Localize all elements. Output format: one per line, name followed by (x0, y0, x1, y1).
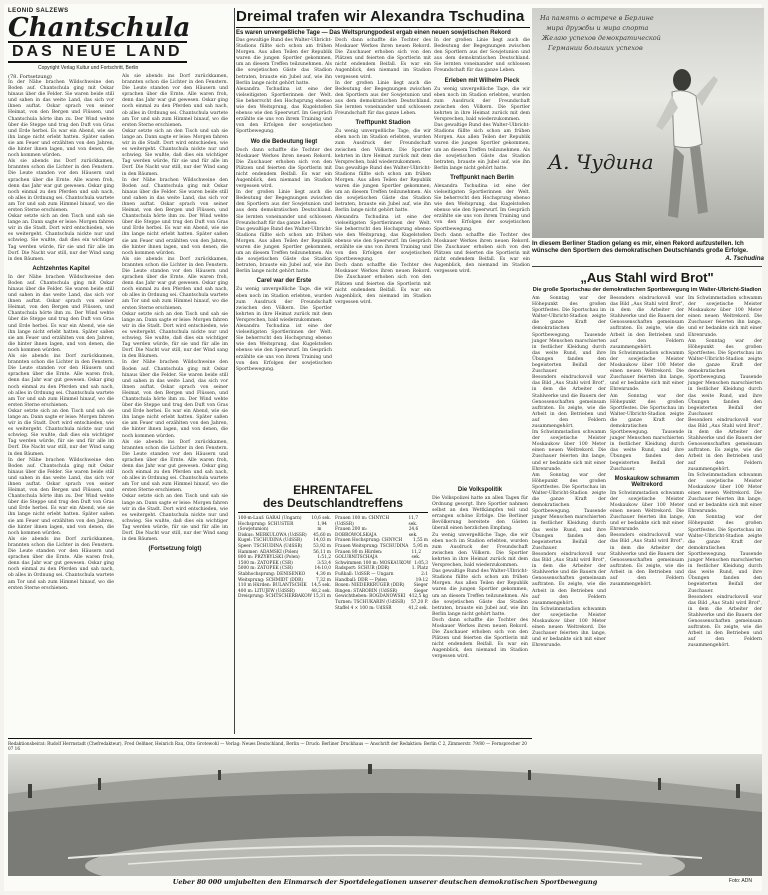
section-garten: Carel war der Erste (256, 278, 312, 285)
lower-text-b: Zu wenig unvergeßliche Tage, die wir eben noch im Stadion erlebten, wurden zum Ausdruck der Freundschaft zwischen den Völkern. Die Sportler kehrten in ihre Heimat zurück mit dem Versprechen, bald wiederzukommen. (432, 532, 528, 569)
novel-text-2d: Als sie abends ins Dorf zurückkamen, brannten schon die Lichter in den Fenstern. Die Leute standen vor den Häusern und sprachen über die Ernte. Alle waren froh, denn das Jahr war gut gewesen. Oskar ging noch einmal zu den Pferden und sah nach, ob alles in Ordnung sei. Chantschula wartete am Tor und sah zum Himmel hinauf, wo die ersten Sterne erschienen. (122, 256, 228, 311)
stadium-caption: Ueber 80 000 umjubelten den Einmarsch der Sportdelegationen unserer deutschen demokratischen Sportbewegung (172, 878, 598, 886)
handwriting-line-2: мира дружбы и мира спорта (546, 24, 649, 32)
section-moskaukow: Moskaukow schwamm Weltrekord (614, 475, 680, 488)
ehrentafel-result: 5,95 m (412, 543, 428, 549)
ehrentafel-event: 5000 m: ZATOPEK (CSR) (238, 566, 293, 572)
ehrentafel-event: Kugel: TSCHUDINA (UdSSR) (238, 538, 302, 544)
ehrentafel-event: Frauen Weitsprung: TSCHUDINA (335, 543, 409, 549)
serial-number: (78. Fortsetzung) (8, 74, 52, 80)
novel-text-1d: In der Nähe brachen Wildschweine den Boden auf. Chantschula ging mit Oskar hinaus über die Felder. Sie waren beide still und sahen in das weite Land, das sich vor ihnen auftat. Oskar sprach von seiner Heimat, von den Bergen und Flüssen, und Chantschula hörte ihm zu. Der Wind wehte über die Steppe und trug den Duft von Gras und Erde herbei. Es war ein Abend, wie sie ihn lange nicht erlebt hatten. Später saßen sie am Feuer und erzählten von den Jahren, die hinter ihnen lagen, und von denen, die noch kommen würden. (8, 274, 114, 353)
story-text-2d: Das gewaltige Rund des Walter-Ulbricht-Stadions füllte sich schon am frühen Morgen. Aus allen Teilen der Republik waren die jungen Sportler gekommen, um an diesem Treffen teilzunehmen. Als die sowjetischen Gäste das Stadion betraten, brauste ein Jubel auf, wie ihn Berlin lange nicht gehört hatte. (335, 165, 431, 214)
main-headline: Dreimal trafen wir Alexandra Tschudina (236, 8, 530, 28)
ehrentafel-result: 4,30 m (315, 571, 331, 577)
ehrentafel-event: Boxen: NIEDERKRÜGER (DDR) (335, 583, 405, 589)
photo-caption-signature: A. Tschudina (725, 254, 764, 262)
photo-caption (532, 240, 764, 262)
section-berlin: Treffpunkt nach Berlin (450, 174, 514, 181)
stahl-text-2c: Am Sonntag war der Höhepunkt des großen Sportfestes. Die Sportschau im Walter-Ulbricht-Stadion zeigte die ganze Kraft der demokratischen Sportbewegung. Tausende junger Menschen marschierten in festlicher Kleidung durch das weite Rund, und ihre Übungen fanden den begeisterten Beifall der Zuschauer. (610, 393, 684, 472)
story-column-3 (434, 38, 530, 275)
stahl-headline: „Aus Stahl wird Brot" (580, 270, 714, 285)
story-text-3e: Doch dann schaffte die Tochter des Moskauer Werkes ihren neuen Rekord. Die Zuschauer erhoben sich von den Plätzen und feierten die Sportlerin mit nicht endendem Beifall. Es war ein Augenblick, den niemand im Stadion vergessen wird. (434, 232, 530, 275)
ehrentafel-result: 1,55 m (412, 538, 428, 544)
novel-text-1f: Oskar setzte sich an den Tisch und sah sie lange an. Dann sagte er leise: Morgen fahren wir in die Stadt. Dort wird entschieden, wie es weitergeht. Chantschula nickte nur und schwieg. Sie wußte, daß dies ein wichtiger Tag werden würde, für sie und für alle im Dorf. Die Nacht war still, nur der Wind sang in den Bäumen. (8, 408, 114, 457)
section-rule (532, 266, 762, 267)
ehrentafel-result: 48,2 sek. (311, 588, 331, 594)
ehrentafel-event: Turnen: TSCHUKARIN (UdSSR) (335, 599, 406, 605)
section-interview: Erleben mit Wilhelm Pieck (444, 77, 520, 84)
serial-novel (8, 8, 232, 591)
story-text-1e: Das gewaltige Rund des Walter-Ulbricht-Stadions füllte sich schon am frühen Morgen. Aus allen Teilen der Republik waren die jungen Sportler gekommen, um an diesem Treffen teilzunehmen. Als die sowjetischen Gäste das Stadion betraten, brauste ein Jubel auf, wie ihn Berlin lange nicht gehört hatte. (236, 226, 332, 275)
stahl-text-1f: Im Schwimmstadion schwamm der sowjetische Meister Moskaukow über 100 Meter einen neuen Weltrekord. Die Zuschauer feierten ihn lange, und er bedankte sich mit einer Ehrenrunde. (532, 606, 606, 649)
stahl-text-3e: Am Sonntag war der Höhepunkt des großen Sportfestes. Die Sportschau im Walter-Ulbricht-Stadion zeigte die ganze Kraft der demokratischen Sportbewegung. Tausende junger Menschen marschierten in festlicher Kleidung durch das weite Rund, und ihre Übungen fanden den begeisterten Beifall der Zuschauer. (688, 515, 762, 594)
ehrentafel-row (238, 594, 331, 600)
ehrentafel-event: Weitsprung: SCHMIDT (DDR) (238, 577, 304, 583)
ehrentafel-result: 56,11 m (313, 549, 331, 555)
stadium-photo (8, 754, 762, 876)
novel-title-block: DAS NEUE LAND (8, 41, 187, 63)
stahl-text-3c: Besonders eindrucksvoll war das Bild „Aus Stahl wird Brot", in dem die Arbeiter der Stahlwerke und die Bauern der Genossenschaften gemeinsam auftraten. Es zeigte, wie die Arbeit in den Betrieben und auf den Feldern zusammengehört. (688, 417, 762, 472)
novel-text-2g: Als sie abends ins Dorf zurückkamen, brannten schon die Lichter in den Fenstern. Die Leute standen vor den Häusern und sprachen über die Ernte. Alle waren froh, denn das Jahr war gut gewesen. Oskar ging noch einmal zu den Pferden und sah nach, ob alles in Ordnung sei. Chantschula wartete am Tor und sah zum Himmel hinauf, wo die ersten Sterne erschienen. (122, 439, 228, 494)
ehrentafel-event: Ringen: STAROBIN (UdSSR) (335, 588, 398, 594)
ehrentafel-row (335, 606, 428, 612)
handwriting-line-1: На память о встрече в Берлине (540, 14, 654, 22)
ehrentafel-left-list (238, 516, 331, 611)
column-rule (234, 8, 235, 734)
ehrentafel-title-line1: EHRENTAFEL (293, 483, 373, 497)
ehrentafel-event: Schwimmen 100 m: MOSKAUKOW (335, 560, 412, 566)
ehrentafel-result: 24,6 sek. (408, 527, 419, 538)
ehrentafel-result: 53,92 m (313, 543, 331, 549)
ehrentafel-result: 19:12 (415, 577, 428, 583)
lower-text-d: Doch dann schaffte die Tochter des Moskauer Werkes ihren neuen Rekord. Die Zuschauer erhoben sich von den Plätzen und feierten die Sportlerin mit nicht endendem Beifall. Es war ein Augenblick, den niemand im Stadion vergessen wird. (432, 617, 528, 660)
story-text-1f: Zu wenig unvergeßliche Tage, die wir eben noch im Stadion erlebten, wurden zum Ausdruck der Freundschaft zwischen den Völkern. Die Sportler kehrten in ihre Heimat zurück mit dem Versprechen, bald wiederzukommen. (236, 287, 332, 323)
novel-column-2 (122, 74, 228, 555)
ehrentafel-box (238, 484, 428, 611)
ehrentafel-event: 110 m Hürden: BULANTSCHIK (238, 583, 307, 589)
photo-credit: Foto: ADN (728, 878, 752, 884)
ehrentafel-event: Radsport: SCHUR (DDR) (335, 566, 390, 572)
story-text-1c: Doch dann schaffte die Tochter des Moskauer Werkes ihren neuen Rekord. Die Zuschauer erhoben sich von den Plätzen und feierten die Sportlerin mit nicht endendem Beifall. Es war ein Augenblick, den niemand im Stadion vergessen wird. (236, 147, 332, 190)
ehrentafel-event: 400 m: LITUJEW (UdSSR) (238, 588, 295, 594)
story-text-1b: Alexandra Tschudina ist eine der vielseitigsten Sportlerinnen der Welt. Sie beherrscht den Hochsprung ebenso wie den Weitsprung, das Kugelstoßen ebenso wie den Speerwurf. Im Gespräch erzählte sie uns von ihrem Training und von den Erfolgen der sowjetischen Sportbewegung. (236, 86, 332, 135)
ehrentafel-row (238, 522, 331, 533)
lower-text-a: Die Volkspolizei hatte an allen Tagen für Ordnung gesorgt. Ihre Sportler nahmen selbst an den Wettkämpfen teil und errangen schöne Erfolge. Die Berliner Bevölkerung bereitete den Gästen überall einen herzlichen Empfang. (432, 496, 528, 532)
stahl-text-3f: Besonders eindrucksvoll war das Bild „Aus Stahl wird Brot", in dem die Arbeiter der Stahlwerke und die Bauern der Genossenschaften gemeinsam auftraten. Es zeigte, wie die Arbeit in den Betrieben und auf den Feldern zusammengehört. (688, 594, 762, 649)
ehrentafel-event: Fußball: UdSSR — Ungarn (335, 571, 394, 577)
ehrentafel-result: Sieger (413, 588, 428, 594)
novel-text-2a: Als sie abends ins Dorf zurückkamen, brannten schon die Lichter in den Fenstern. Die Leute standen vor den Häusern und sprachen über die Ernte. Alle waren froh, denn das Jahr war gut gewesen. Oskar ging noch einmal zu den Pferden und sah nach, ob alles in Ordnung sei. Chantschula wartete am Tor und sah zum Himmel hinauf, wo die ersten Sterne erschienen. (122, 74, 228, 128)
main-story (236, 8, 530, 372)
novel-text-1c: Oskar setzte sich an den Tisch und sah sie lange an. Dann sagte er leise: Morgen fahren wir in die Stadt. Dort wird entschieden, wie es weitergeht. Chantschula nickte nur und schwieg. Sie wußte, daß dies ein wichtiger Tag werden würde, für sie und für alle im Dorf. Die Nacht war still, nur der Wind sang in den Bäumen. (8, 214, 114, 262)
novel-text-1a: In der Nähe brachen Wildschweine den Boden auf. Chantschula ging mit Oskar hinaus über die Felder. Sie waren beide still und sahen in das weite Land, das sich vor ihnen auftat. Oskar sprach von seiner Heimat, von den Bergen und Flüssen, und Chantschula hörte ihm zu. Der Wind wehte über die Steppe und trug den Duft von Gras und Erde herbei. Es war ein Abend, wie sie ihn lange nicht erlebt hatten. Später saßen sie am Feuer und erzählten von den Jahren, die hinter ihnen lagen, und von denen, die noch kommen würden. (8, 80, 114, 159)
novel-text-2b: Oskar setzte sich an den Tisch und sah sie lange an. Dann sagte er leise: Morgen fahren wir in die Stadt. Dort wird entschieden, wie es weitergeht. Chantschula nickte nur und schwieg. Sie wußte, daß dies ein wichtiger Tag werden würde, für sie und für alle im Dorf. Die Nacht war still, nur der Wind sang in den Bäumen. (122, 128, 228, 177)
ehrentafel-result: 14:10,0 (314, 566, 331, 572)
section-volkspolitik: Die Volkspolitik (457, 487, 503, 493)
ehrentafel-title (238, 484, 428, 513)
ehrentafel-event: 100-m-Lauf: GARAI (Ungarn) (238, 516, 302, 521)
ehrentafel-event: 1500 m: ZATOPEK (CSR) (238, 560, 293, 566)
ehrentafel-event: Staffel 4 × 100 m: UdSSR (335, 605, 392, 611)
ehrentafel-result: 11,2 sek. (411, 549, 422, 561)
continuation-note: (Fortsetzung folgt) (148, 546, 202, 553)
ehrentafel-result: 45,60 m (313, 532, 331, 538)
ehrentafel-title-line2: des Deutschlandtreffens (262, 496, 404, 510)
ehrentafel-columns (238, 516, 428, 611)
novel-text-2h: Oskar setzte sich an den Tisch und sah sie lange an. Dann sagte er leise: Morgen fahren wir in die Stadt. Dort wird entschieden, wie es weitergeht. Chantschula nickte nur und schwieg. Sie wußte, daß dies ein wichtiger Tag werden würde, für sie und für alle im Dorf. Die Nacht war still, nur der Wind sang in den Bäumen. (122, 494, 228, 543)
story-text-2e: Alexandra Tschudina ist eine der vielseitigsten Sportlerinnen der Welt. Sie beherrscht den Hochsprung ebenso wie den Weitsprung, das Kugelstoßen ebenso wie den Speerwurf. Im Gespräch erzählte sie uns von ihrem Training und von den Erfolgen der sowjetischen Sportbewegung. (335, 214, 431, 263)
ehrentafel-result: 41,2 sek. (408, 605, 428, 611)
ehrentafel-result: 10,6 sek. (311, 516, 331, 521)
ehrentafel-event: Hochsprung: SCHUSTER (Sowjetunion) (238, 521, 294, 533)
ehrentafel-row (335, 516, 428, 527)
ehrentafel-result: 1. Platz (411, 566, 428, 572)
stahl-text-2b: Im Schwimmstadion schwamm der sowjetische Meister Moskaukow über 100 Meter einen neuen Weltrekord. Die Zuschauer feierten ihn lange, und er bedankte sich mit einer Ehrenrunde. (610, 350, 684, 393)
ehrentafel-event: Diskus: MERKULOWA (UdSSR) (238, 532, 307, 538)
tschudina-photo-block (532, 8, 764, 262)
ehrentafel-row (335, 527, 428, 538)
stahl-text-3d: Im Schwimmstadion schwamm der sowjetische Meister Moskaukow über 100 Meter einen neuen Weltrekord. Die Zuschauer feierten ihn lange, und er bedankte sich mit einer Ehrenrunde. (688, 472, 762, 515)
story-text-3c: Das gewaltige Rund des Walter-Ulbricht-Stadions füllte sich schon am frühen Morgen. Aus allen Teilen der Republik waren die jungen Sportler gekommen, um an diesem Treffen teilzunehmen. Als die sowjetischen Gäste das Stadion betraten, brauste ein Jubel auf, wie ihn Berlin lange nicht gehört hatte. (434, 123, 530, 171)
ehrentafel-event: Frauen 100 m: CHNYCH (UdSSR) (335, 516, 390, 527)
story-text-1a: Das gewaltige Rund des Walter-Ulbricht-Stadions füllte sich schon am frühen Morgen. Aus allen Teilen der Republik waren die jungen Sportler gekommen, um an diesem Treffen teilzunehmen. Als die sowjetischen Gäste das Stadion betraten, brauste ein Jubel auf, wie ihn Berlin lange nicht gehört hatte. (236, 38, 332, 86)
lower-text-c: Das gewaltige Rund des Walter-Ulbricht-Stadions füllte sich schon am frühen Morgen. Aus allen Teilen der Republik waren die jungen Sportler gekommen, um an diesem Treffen teilzunehmen. Als die sowjetischen Gäste das Stadion betraten, brauste ein Jubel auf, wie ihn Berlin lange nicht gehört hatte. (432, 569, 528, 617)
stahl-text-3b: Am Sonntag war der Höhepunkt des großen Sportfestes. Die Sportschau im Walter-Ulbricht-Stadion zeigte die ganze Kraft der demokratischen Sportbewegung. Tausende junger Menschen marschierten in festlicher Kleidung durch das weite Rund, und ihre Übungen fanden den begeisterten Beifall der Zuschauer. (688, 338, 762, 417)
newspaper-page (4, 4, 762, 891)
story-text-2b: In der großen Linie liegt auch die Bedeutung der Begegnungen zwischen den Sportlern aus der Sowjetunion und aus dem demokratischen Deutschland. Sie lernten voneinander und schlossen Freundschaft für das ganze Leben. (335, 80, 431, 117)
novel-text-1h: Als sie abends ins Dorf zurückkamen, brannten schon die Lichter in den Fenstern. Die Leute standen vor den Häusern und sprachen über die Ernte. Alle waren froh, denn das Jahr war gut gewesen. Oskar ging noch einmal zu den Pferden und sah nach, ob alles in Ordnung sei. Chantschula wartete am Tor und sah zum Himmel hinauf, wo die ersten Sterne erschienen. (8, 536, 114, 591)
ehrentafel-event: Frauen 200 m: DOBROWOLSKAJA (335, 527, 377, 538)
stahl-text-1e: Besonders eindrucksvoll war das Bild „Aus Stahl wird Brot", in dem die Arbeiter der Stahlwerke und die Bauern der Genossenschaften gemeinsam auftraten. Es zeigte, wie die Arbeit in den Betrieben und auf den Feldern zusammengehört. (532, 551, 606, 606)
ehrentafel-result: 2:1 (421, 571, 428, 577)
stahl-text-1d: Am Sonntag war der Höhepunkt des großen Sportfestes. Die Sportschau im Walter-Ulbricht-Stadion zeigte die ganze Kraft der demokratischen Sportbewegung. Tausende junger Menschen marschierten in festlicher Kleidung durch das weite Rund, und ihre Übungen fanden den begeisterten Beifall der Zuschauer. (532, 472, 606, 551)
stahl-col-1 (532, 296, 606, 649)
stahl-columns (532, 296, 762, 649)
ehrentafel-result: 57,20 P. (410, 599, 428, 605)
stahl-text-1b: Besonders eindrucksvoll war das Bild „Aus Stahl wird Brot", in dem die Arbeiter der Stahlwerke und die Bauern der Genossenschaften gemeinsam auftraten. Es zeigte, wie die Arbeit in den Betrieben und auf den Feldern zusammengehört. (532, 375, 606, 429)
ehrentafel-result: 7,32 m (315, 577, 331, 583)
photo-caption-text: In diesem Berliner Stadion gelang es mir, einen Rekord aufzustellen. Ich wünsche den Sportlern des demokratischen Deutschlands große Erfolge. (532, 240, 748, 255)
handwriting-line-3: Желаю успехов демократической (542, 34, 661, 42)
novel-text-2c: In der Nähe brachen Wildschweine den Boden auf. Chantschula ging mit Oskar hinaus über die Felder. Sie waren beide still und sahen in das weite Land, das sich vor ihnen auftat. Oskar sprach von seiner Heimat, von den Bergen und Flüssen, und Chantschula hörte ihm zu. Der Wind wehte über die Steppe und trug den Duft von Gras und Erde herbei. Es war ein Abend, wie sie ihn lange nicht erlebt hatten. Später saßen sie am Feuer und erzählten von den Jahren, die hinter ihnen lagen, und von denen, die noch kommen würden. (122, 177, 228, 256)
story-text-2a: Doch dann schaffte die Tochter des Moskauer Werkes ihren neuen Rekord. Die Zuschauer erhoben sich von den Plätzen und feierten die Sportlerin mit nicht endendem Beifall. Es war ein Augenblick, den niemand im Stadion vergessen wird. (335, 38, 431, 80)
stahl-subline: Die große Sportschau der demokratischen Sportbewegung im Walter-Ulbricht-Stadion (532, 287, 762, 293)
ehrentafel-result: 3:53,4 (317, 560, 331, 566)
novel-column-1 (8, 74, 114, 592)
stahl-text-2a: Besonders eindrucksvoll war das Bild „Aus Stahl wird Brot", in dem die Arbeiter der Stahlwerke und die Bauern der Genossenschaften gemeinsam auftraten. Es zeigte, wie die Arbeit in den Betrieben und auf den Feldern zusammengehört. (610, 296, 684, 350)
story-text-3a: In der großen Linie liegt auch die Bedeutung der Begegnungen zwischen den Sportlern aus der Sowjetunion und aus dem demokratischen Deutschland. Sie lernten voneinander und schlossen Freundschaft für das ganze Leben. (434, 38, 530, 74)
stahl-text-2d: Im Schwimmstadion schwamm der sowjetische Meister Moskaukow über 100 Meter einen neuen Weltrekord. Die Zuschauer feierten ihn lange, und er bedankte sich mit einer Ehrenrunde. (610, 490, 684, 533)
author-name: LEONID SALZEWS (8, 8, 69, 14)
ehrentafel-event: 800 m: PRZYBYLSKI (Polen) (238, 555, 300, 561)
story-text-3d: Alexandra Tschudina ist eine der vielseitigsten Sportlerinnen der Welt. Sie beherrscht den Hochsprung ebenso wie den Weitsprung, das Kugelstoßen ebenso wie den Speerwurf. Im Gespräch erzählte sie uns von ihrem Training und von den Erfolgen der sowjetischen Sportbewegung. (434, 183, 530, 232)
tschudina-photo (532, 8, 764, 238)
ehrentafel-event: Gewichtheben: BOGDANOWSKI (335, 594, 406, 600)
stahl-text-2e: Besonders eindrucksvoll war das Bild „Aus Stahl wird Brot", in dem die Arbeiter der Stahlwerke und die Bauern der Genossenschaften gemeinsam auftraten. Es zeigte, wie die Arbeit in den Betrieben und auf den Feldern zusammengehört. (610, 533, 684, 588)
ehrentafel-result: Sieger (413, 583, 428, 589)
ehrentafel-event: Stabhochsprung: DENISENKO (238, 571, 306, 577)
ehrentafel-result: 412,5 kg (408, 594, 428, 600)
ehrentafel-event: Dreisprung: SCHTSCHERBAKOW (238, 594, 313, 600)
story-text-1g: Alexandra Tschudina ist eine der vielseitigsten Sportlerinnen der Welt. Sie beherrscht den Hochsprung ebenso wie den Weitsprung, das Kugelstoßen ebenso wie den Speerwurf. Im Gespräch erzählte sie uns von ihrem Training und von den Erfolgen der sowjetischen Sportbewegung. (236, 324, 332, 372)
ehrentafel-event: Speer: TSCHUDINA (UdSSR) (238, 543, 303, 549)
stahl-col-3 (688, 296, 762, 649)
section-training: Trefftpunkt Stadion (355, 120, 411, 127)
stahl-text-1c: Im Schwimmstadion schwamm der sowjetische Meister Moskaukow über 100 Meter einen neuen Weltrekord. Die Zuschauer feierten ihn lange, und er bedankte sich mit einer Ehrenrunde. (532, 430, 606, 472)
ehrentafel-right-list (335, 516, 428, 611)
story-column-1 (236, 38, 332, 373)
stahl-text-1a: Am Sonntag war der Höhepunkt des großen Sportfestes. Die Sportschau im Walter-Ulbricht-Stadion zeigte die ganze Kraft der demokratischen Sportbewegung. Tausende junger Menschen marschierten in festlicher Kleidung durch das weite Rund, und ihre Übungen fanden den begeisterten Beifall der Zuschauer. (532, 296, 606, 375)
handwriting-line-4: Германии больших успехов (548, 44, 643, 52)
novel-text-1g: In der Nähe brachen Wildschweine den Boden auf. Chantschula ging mit Oskar hinaus über die Felder. Sie waren beide still und sahen in das weite Land, das sich vor ihnen auftat. Oskar sprach von seiner Heimat, von den Bergen und Flüssen, und Chantschula hörte ihm zu. Der Wind wehte über die Steppe und trug den Duft von Gras und Erde herbei. Es war ein Abend, wie sie ihn lange nicht erlebt hatten. Später saßen sie am Feuer und erzählten von den Jahren, die hinter ihnen lagen, und von denen, die noch kommen würden. (8, 457, 114, 536)
ehrentafel-event: Frauen Hochsprung: CHNYCH (335, 538, 403, 544)
novel-text-2e: Oskar setzte sich an den Tisch und sah sie lange an. Dann sagte er leise: Morgen fahren wir in die Stadt. Dort wird entschieden, wie es weitergeht. Chantschula nickte nur und schwieg. Sie wußte, daß dies ein wichtiger Tag werden würde, für sie und für alle im Dorf. Die Nacht war still, nur der Wind sang in den Bäumen. (122, 311, 228, 360)
ehrentafel-result: 15,31 m (313, 594, 331, 600)
story-text-2f: Doch dann schaffte die Tochter des Moskauer Werkes ihren neuen Rekord. Die Zuschauer erhoben sich von den Plätzen und feierten die Sportlerin mit nicht endendem Beifall. Es war ein Augenblick, den niemand im Stadion vergessen wird. (335, 263, 431, 305)
ehrentafel-result: 11,7 sek. (408, 516, 419, 527)
ehrentafel-result: 14,5 sek. (311, 583, 331, 589)
stahl-article (532, 270, 762, 649)
athlete-figure-icon (650, 66, 720, 226)
ehrentafel-result: 1:05,3 (414, 560, 428, 566)
ehrentafel-result: 1,94 m (317, 521, 327, 533)
ehrentafel-event: Frauen 80 m Hürden: GOLUBNITSCHAJA (335, 549, 383, 561)
stadium-crowd-icon (8, 754, 762, 876)
story-text-3b: Zu wenig unvergeßliche Tage, die wir eben noch im Stadion erlebten, wurden zum Ausdruck der Freundschaft zwischen den Völkern. Die Sportler kehrten in ihre Heimat zurück mit dem Versprechen, bald wiederzukommen. (434, 86, 530, 123)
section-bedeutung: Wo die Bedeutung liegt (250, 138, 318, 145)
ehrentafel-result: 1:51,2 (317, 555, 331, 561)
novel-title-script: Chantschula (8, 13, 191, 43)
copyright-line: Copyright Verlag Kultur und Fortschritt, Berlin (38, 65, 139, 71)
stahl-col-2 (610, 296, 684, 649)
stahl-text-3a: Im Schwimmstadion schwamm der sowjetische Meister Moskaukow über 100 Meter einen neuen Weltrekord. Die Zuschauer feierten ihn lange, und er bedankte sich mit einer Ehrenrunde. (688, 296, 762, 338)
ehrentafel-result: 14,03 m (313, 538, 331, 544)
imprint: Redaktionsbeirat: Rudolf Herrnstadt (Chefredakteur), Fred Oelßner, Heinrich Rau, Otto Grotewohl — Verlag: Neues Deutschland, Berlin — Druck: Berliner Druckhaus — Anschrift der Redaktion: Berlin C 2, Zimmerstr. 79/80 — Fernsprecher 20 07 16 (8, 738, 532, 752)
story-lower-column (432, 484, 528, 661)
ehrentafel-event: Hammer: ADAMSKI (Polen) (238, 549, 299, 555)
tschudina-signature: А. Чудина (548, 150, 654, 174)
ehrentafel-event: Handball: DDR — Polen (335, 577, 387, 583)
story-column-2 (335, 38, 431, 306)
novel-text-1e: Als sie abends ins Dorf zurückkamen, brannten schon die Lichter in den Fenstern. Die Leute standen vor den Häusern und sprachen über die Ernte. Alle waren froh, denn das Jahr war gut gewesen. Oskar ging noch einmal zu den Pferden und sah nach, ob alles in Ordnung sei. Chantschula wartete am Tor und sah zum Himmel hinauf, wo die ersten Sterne erschienen. (8, 354, 114, 408)
chapter-heading: Achtzehntes Kapitel (32, 265, 90, 272)
ehrentafel-row (335, 550, 428, 561)
story-text-1d: In der großen Linie liegt auch die Bedeutung der Begegnungen zwischen den Sportlern aus der Sowjetunion und aus dem demokratischen Deutschland. Sie lernten voneinander und schlossen Freundschaft für das ganze Leben. (236, 190, 332, 226)
story-text-2c: Zu wenig unvergeßliche Tage, die wir eben noch im Stadion erlebten, wurden zum Ausdruck der Freundschaft zwischen den Völkern. Die Sportler kehrten in ihre Heimat zurück mit dem Versprechen, bald wiederzukommen. (335, 129, 431, 165)
main-subline: Es waren unvergeßliche Tage — Das Weltsprungpodest ergab einen neuen sowjetischen Rekord (236, 30, 511, 36)
novel-text-2f: In der Nähe brachen Wildschweine den Boden auf. Chantschula ging mit Oskar hinaus über die Felder. Sie waren beide still und sahen in das weite Land, das sich vor ihnen auftat. Oskar sprach von seiner Heimat, von den Bergen und Flüssen, und Chantschula hörte ihm zu. Der Wind wehte über die Steppe und trug den Duft von Gras und Erde herbei. Es war ein Abend, wie sie ihn lange nicht erlebt hatten. Später saßen sie am Feuer und erzählten von den Jahren, die hinter ihnen lagen, und von denen, die noch kommen würden. (122, 360, 228, 439)
novel-text-1b: Als sie abends ins Dorf zurückkamen, brannten schon die Lichter in den Fenstern. Die Leute standen vor den Häusern und sprachen über die Ernte. Alle waren froh, denn das Jahr war gut gewesen. Oskar ging noch einmal zu den Pferden und sah nach, ob alles in Ordnung sei. Chantschula wartete am Tor und sah zum Himmel hinauf, wo die ersten Sterne erschienen. (8, 159, 114, 213)
